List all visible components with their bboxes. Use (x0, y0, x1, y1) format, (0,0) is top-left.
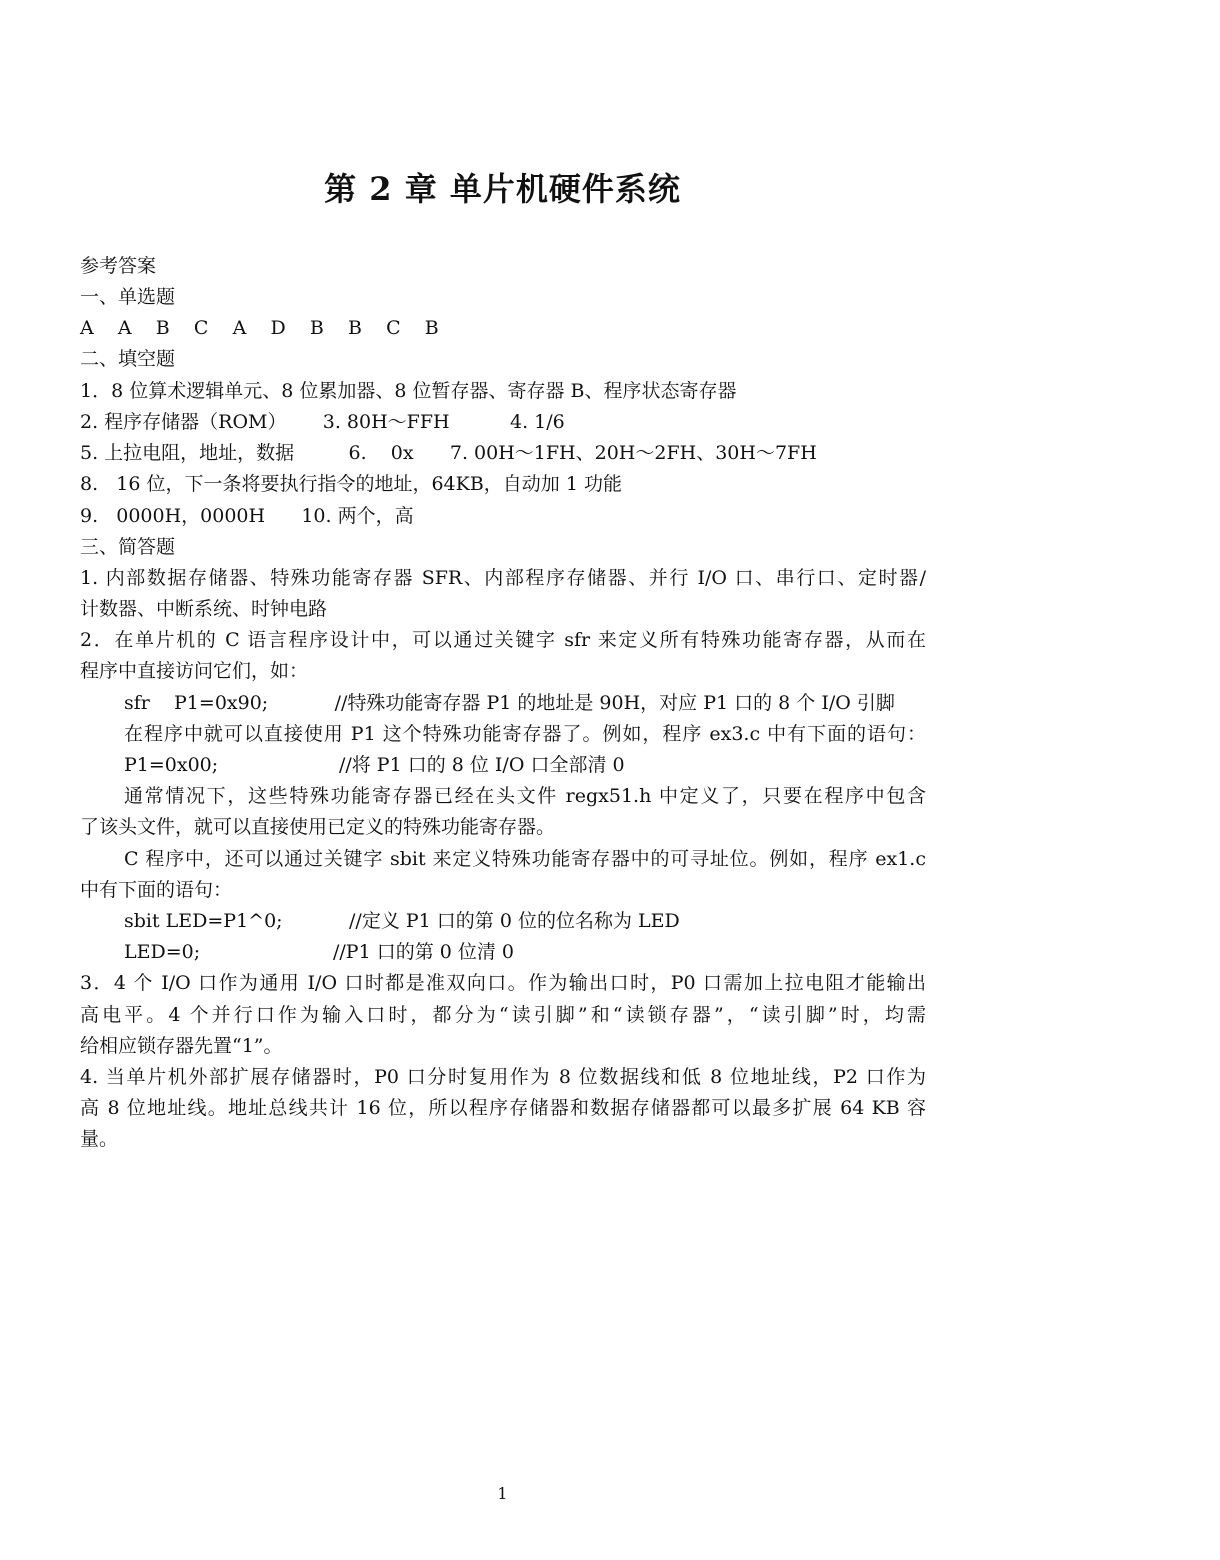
fill-in-answer: 2. 程序存储器（ROM） 3. 80H～FFH 4. 1/6 (80, 411, 565, 433)
paragraph-line: 量。 (80, 1128, 119, 1150)
code-line: sfr P1=0x90; //特殊功能寄存器 P1 的地址是 90H，对应 P1 口的 8 个 I/O 引脚 (124, 692, 895, 714)
code-line: LED=0; //P1 口的第 0 位清 0 (124, 941, 515, 963)
code-line: sbit LED=P1^0; //定义 P1 口的第 0 位的位名称为 LED (124, 910, 680, 932)
paragraph-line: 了该头文件，就可以直接使用已定义的特殊功能寄存器。 (80, 816, 556, 838)
paragraph-line: 高电平。4 个并行口作为输入口时，都分为“读引脚”和“读锁存器”，“读引脚”时，均需 (80, 1004, 926, 1026)
paragraph-line: 高 8 位地址线。地址总线共计 16 位，所以程序存储器和数据存储器都可以最多扩展 64 KB 容 (80, 1097, 926, 1119)
fill-in-answer: 9. 0000H，0000H 10. 两个，高 (80, 505, 414, 527)
fill-in-answer: 1．8 位算术逻辑单元、8 位累加器、8 位暂存器、寄存器 B、程序状态寄存器 (80, 380, 737, 402)
paragraph-line: C 程序中，还可以通过关键字 sbit 来定义特殊功能寄存器中的可寻址位。例如，程序 ex1.c (124, 848, 926, 870)
paragraph-line: 中有下面的语句： (80, 879, 233, 901)
fill-in-answer: 8. 16 位，下一条将要执行指令的地址，64KB，自动加 1 功能 (80, 473, 622, 495)
paragraph-line: 计数器、中断系统、时钟电路 (80, 598, 328, 620)
paragraph-line: 3．4 个 I/O 口作为通用 I/O 口时都是准双向口。作为输出口时，P0 口需加上拉电阻才能输出 (80, 972, 926, 994)
paragraph-line: 给相应锁存器先置“1”。 (80, 1035, 283, 1057)
page-title: 第 2 章 单片机硬件系统 (324, 170, 681, 208)
paragraph-line: 程序中直接访问它们，如： (80, 660, 309, 682)
fill-in-answer: 5. 上拉电阻，地址，数据 6. 0x 7. 00H～1FH、20H～2FH、30H～7FH (80, 442, 817, 464)
section-heading-single-choice: 一、单选题 (80, 286, 176, 308)
paragraph-line: 4. 当单片机外部扩展存储器时，P0 口分时复用作为 8 位数据线和低 8 位地址线，P2 口作为 (80, 1066, 926, 1088)
section-heading-fill-in: 二、填空题 (80, 348, 176, 370)
single-choice-answers: A A B C A D B B C B (80, 317, 439, 339)
section-heading-short-answer: 三、简答题 (80, 536, 176, 558)
paragraph-line: 2．在单片机的 C 语言程序设计中，可以通过关键字 sfr 来定义所有特殊功能寄存器，从而在 (80, 629, 926, 651)
answer-heading: 参考答案 (80, 255, 157, 277)
paragraph-line: 通常情况下，这些特殊功能寄存器已经在头文件 regx51.h 中定义了，只要在程序中包含 (124, 785, 926, 807)
paragraph-line: 1. 内部数据存储器、特殊功能寄存器 SFR、内部程序存储器、并行 I/O 口、串行口、定时器/ (80, 567, 926, 589)
page-number: 1 (497, 1484, 508, 1503)
paragraph-line: 在程序中就可以直接使用 P1 这个特殊功能寄存器了。例如，程序 ex3.c 中有下面的语句： (124, 723, 926, 745)
code-line: P1=0x00; //将 P1 口的 8 位 I/O 口全部清 0 (124, 754, 625, 776)
